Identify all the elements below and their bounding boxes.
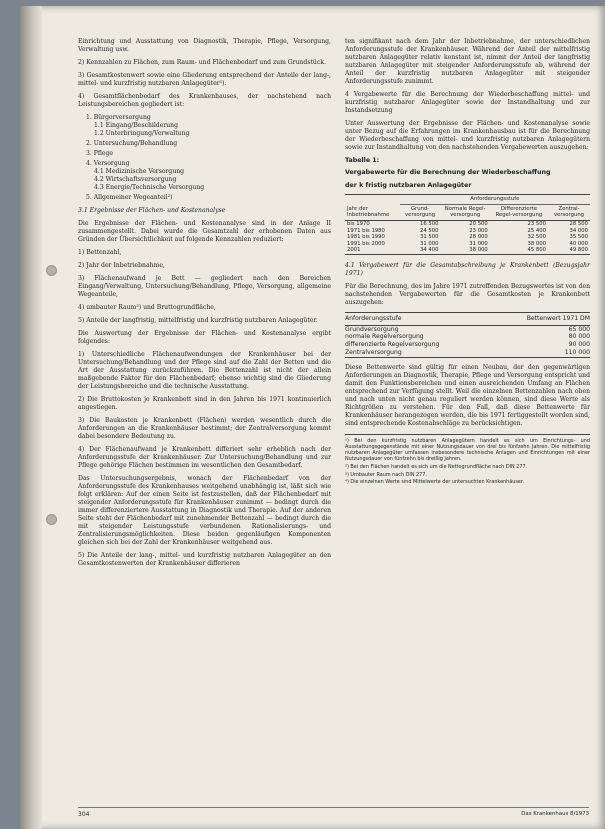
page-number: 304 bbox=[78, 811, 90, 818]
classification-list bbox=[78, 114, 331, 202]
table-label: Tabelle 1: bbox=[345, 157, 380, 164]
table-row: bis 1970 16 500 20 500 23 500 28 500 bbox=[347, 221, 588, 227]
paragraph: 2) Jahr der Inbetriebnahme, bbox=[78, 262, 165, 269]
paragraph: Einrichtung und Ausstattung von Diagnostik, Therapie, Pflege, Versorgung, Verwaltung usw. bbox=[78, 38, 331, 53]
paragraph: 3) Gesamtkostenwert sowie eine Gliederung entsprechend der Anteile der lang-, mittel- und kurzfristig nutzbaren Anlagegüter¹). bbox=[78, 72, 331, 87]
paragraph: 5) Die Anteile der lang-, mittel- und kurzfristig nutzbaren Anlagegüter an den Gesamtkostenwerten der Krankenhäuser differieren bbox=[78, 552, 331, 567]
column-header: Jahr der Inbetriebnahme bbox=[345, 195, 400, 221]
binding-edge bbox=[20, 6, 42, 829]
column-header: Grund-versorgung bbox=[400, 204, 441, 220]
paragraph: 3) Die Baukosten je Krankenbett (Flächen) werden wesentlich durch die Anforderungen an die Krankenhäuser bestimmt; der Zentralversorgung kommt dabei besondere Bedeutung zu. bbox=[78, 417, 331, 440]
table-row: 1981 bis 1990 31 500 28 000 32 500 35 500 bbox=[347, 234, 588, 241]
column-header: Anforderungsstufe bbox=[400, 195, 590, 205]
paragraph: Die Ergebnisse der Flächen- und Kostenanalyse sind in der Anlage II zusammengestellt. Dabei wurde die Gesamtzahl der erhobenen Daten aus Gründen der Übersichtlichkeit auf folgende Kennzahlen reduziert: bbox=[78, 220, 331, 243]
footnote: ¹) Bei den kurzfristig nutzbaren Anlagegütern handelt es sich um Einrichtungs- und Ausstattungsgegenstände mit einer Nutzungsdauer von drei bis fünfzehn Jahren. Die mittelfristig nutzbaren Anlagegüter umfassen insbesondere technische Anlagen und Einrichtungen mit einer Nutzungsdauer von fünfzehn bis dreißig Jahren. bbox=[345, 437, 590, 463]
footnote: ⁴) Die einzelnen Werte sind Mittelwerte der untersuchten Krankenhäuser. bbox=[345, 479, 525, 486]
list-item: 4.2 Wirtschaftsversorgung bbox=[94, 176, 177, 183]
column-header: Bettenwert 1971 DM bbox=[526, 314, 590, 322]
column-header: Normale Regel-versorgung bbox=[441, 204, 490, 220]
paragraph: 4) umbauter Raum²) und Bruttogrundfläche, bbox=[78, 304, 216, 311]
table-row: Zentralversorgung 110 000 bbox=[345, 348, 590, 356]
paragraph: Die Auswertung der Ergebnisse der Flächen- und Kostenanalyse ergibt folgendes: bbox=[78, 330, 331, 345]
list-item: 1.1 Eingang/Beschilderung bbox=[94, 122, 178, 129]
column-header: Differenzierte Regel-versorgung bbox=[490, 204, 548, 220]
column-header: Anforderungsstufe bbox=[345, 314, 402, 322]
footnote: ³) Umbauter Raum nach DIN 277. bbox=[345, 471, 427, 478]
list-item: 4.1 Medizinische Versorgung bbox=[94, 168, 185, 175]
list-item: 4.3 Energie/Technische Versorgung bbox=[94, 184, 205, 191]
table-row: 2001 34 400 38 000 45 800 49 800 bbox=[347, 247, 588, 254]
table2-header bbox=[345, 312, 590, 326]
list-item: 1. Bürgerversorgung bbox=[86, 114, 151, 121]
paragraph: 3) Flächenaufwand je Bett — gegliedert nach den Bereichen Eingang/Verwaltung, Untersuchung/Behandlung, Pflege, Versorgung, allgemeine Wegeanteile, bbox=[78, 275, 331, 298]
paragraph: ten signifikant nach dem Jahr der Inbetriebnahme, der unterschiedlichen Anforderungsstufe der Krankenhäuser. Während der Anteil der mittelfristig nutzbaren Anlagegüter relativ konstant ist, nimmt der Anteil der langfristig nutzbaren Anlagegüter mit steigender Anforderungsstufe ab, während der Anteil der kurzfristig nutzbaren Anlagegüter mit steigender Anforderungsstufe zunimmt. bbox=[345, 38, 590, 85]
paragraph: 1) Bettenzahl, bbox=[78, 249, 122, 256]
right-column bbox=[345, 38, 590, 487]
column-header: Zentral-versorgung bbox=[548, 204, 590, 220]
document-page bbox=[20, 6, 605, 829]
footer-rule bbox=[78, 807, 589, 808]
footnote: ²) Bei den Flächen handelt es sich um die Nettogrundfläche nach DIN 277. bbox=[345, 464, 528, 471]
section-heading: 4.1 Vergabewert für die Gesamtabschreibung je Krankenbett (Bezugsjahr 1971) bbox=[345, 261, 590, 277]
paragraph: Für die Berechnung, des im Jahre 1971 zutreffenden Bezugswertes ist von den nachstehenden Vergabewerten für die Gesamtkosten je Krankenbett auszugehen: bbox=[345, 282, 590, 306]
paragraph: 5) Anteile der langfristig, mittelfristig und kurzfristig nutzbaren Anlagegüter. bbox=[78, 317, 318, 324]
paragraph: 4 Vergabewerte für die Berechnung der Wiederbeschaffung mittel- und kurzfristig nutzbarer Anlagegüter sowie der Instandhaltung und zur Instandsetzung bbox=[345, 91, 590, 114]
left-column bbox=[78, 38, 331, 573]
paragraph: Unter Auswertung der Ergebnisse der Flächen- und Kostenanalyse sowie unter Bezug auf die Erfahrungen im Krankenhausbau ist für die Berechnung der Wiederbeschaffung von mittel- und kurzfristig nutzbaren Anlagegütern sowie zur Instandhaltung von den nachstehenden Vergabewerten auszugehen: bbox=[345, 120, 590, 151]
paragraph: 4) Der Flächenaufwand je Krankenbett differiert sehr erheblich nach der Anforderungsstufe der Krankenhäuser. Zur Untersuchung/Behandlung und zur Pflege gehörige Flächen bestimmen im wesentlichen den Gesamtbedarf. bbox=[78, 446, 331, 469]
journal-reference: Das Krankenhaus 8/1973 bbox=[521, 811, 589, 817]
footnotes bbox=[345, 434, 590, 486]
list-item: 1.2 Unterbringung/Verwaltung bbox=[94, 130, 190, 137]
paragraph: Diese Bettenwerte sind gültig für einen Neubau, der den gegenwärtigen Anforderungen an Diagnostik, Therapie, Pflege und Versorgung entspricht und damit den Funktionsbereichen und einen ausreichenden Umfang an Flächen entsprechend zur Verfügung stellt. Weil die einzelnen Bettenzahlen nach oben und nach unten nicht genau reguliert werden können, sind diese Werte als Richtgrößen zu verstehen. Für den Fall, daß diese Bettenwerte für Krankenhäuser herangezogen werden, die bis 1971 fertiggestellt worden sind, sind entsprechende Kostenabschläge zu berücksichtigen. bbox=[345, 363, 590, 427]
table-row: 1971 bis 1980 24 500 23 000 25 400 34 000 bbox=[347, 227, 588, 234]
table-title: Vergabewerte für die Berechnung der Wiederbeschaffung bbox=[345, 169, 551, 177]
table-row: normale Regelversorgung 80 000 bbox=[345, 333, 590, 341]
paragraph: 4) Gesamtflächenbedarf des Krankenhauses, der nachstehend nach Leistungsbereichen gegliedert ist: bbox=[78, 93, 331, 108]
section-heading: 3.1 Ergebnisse der Flächen- und Kostenanalyse bbox=[78, 207, 226, 214]
table-row: 1991 bis 2000 31 000 31 000 38 000 40 000 bbox=[347, 240, 588, 247]
cost-table bbox=[345, 194, 590, 255]
paragraph: 2) Die Bruttokosten je Krankenbett sind in den Jahren bis 1971 kontinuierlich angestiegen. bbox=[78, 396, 331, 411]
paragraph: 1) Unterschiedliche Flächenaufwendungen der Krankenhäuser bei der Untersuchung/Behandlung und der Pflege sind auf die Zahl der Betten und die Art der Ausstattung zurückzuführen. Die Bettenzahl ist nicht der allein maßgebende Faktor für den Flächenbedarf; ebenso wichtig sind die Gliederung der Leistungsbereiche und die technische Ausstattung. bbox=[78, 351, 331, 390]
list-item: 2. Untersuchung/Behandlung bbox=[86, 140, 178, 147]
punch-hole bbox=[46, 514, 57, 525]
table-row: differenzierte Regelversorgung 90 000 bbox=[345, 341, 590, 349]
paragraph: 2) Kennzahlen zu Flächen, zum Raum- und Flächenbedarf und zum Grundstück. bbox=[78, 59, 326, 66]
list-item: 5. Allgemeiner Wegeanteil²) bbox=[86, 194, 173, 201]
table-title: der k fristig nutzbaren Anlagegüter bbox=[345, 181, 472, 189]
punch-hole bbox=[46, 265, 57, 276]
table-row bbox=[345, 254, 590, 255]
list-item: 4. Versorgung bbox=[86, 160, 130, 167]
paragraph: Das Untersuchungsergebnis, wonach der Flächenbedarf von der Anforderungsstufe des Krankenhauses weitgehend unabhängig ist, läßt sich wie folgt erklären: Auf der einen Seite ist festzustellen, daß der Flächenbedarf mit steigender Anforderungsstufe für Krankenhäuser zunimmt — bedingt durch die immer differenziertere Ausstattung in Diagnostik und Therapie. Auf der anderen Seite steht der Flächenbedarf mit zunehmender Bettenzahl — bedingt durch die mit steigender Leistungsstufe verbundenen Rationalisierungs- und Zentralisierungsmöglichkeiten. Diese beiden gegenläufigen Komponenten gleichen sich bei der Zahl der Krankenhäuser weitgehend aus. bbox=[78, 475, 331, 546]
table-row: Grundversorgung 65 000 bbox=[345, 325, 590, 333]
list-item: 3. Pflege bbox=[86, 150, 114, 157]
